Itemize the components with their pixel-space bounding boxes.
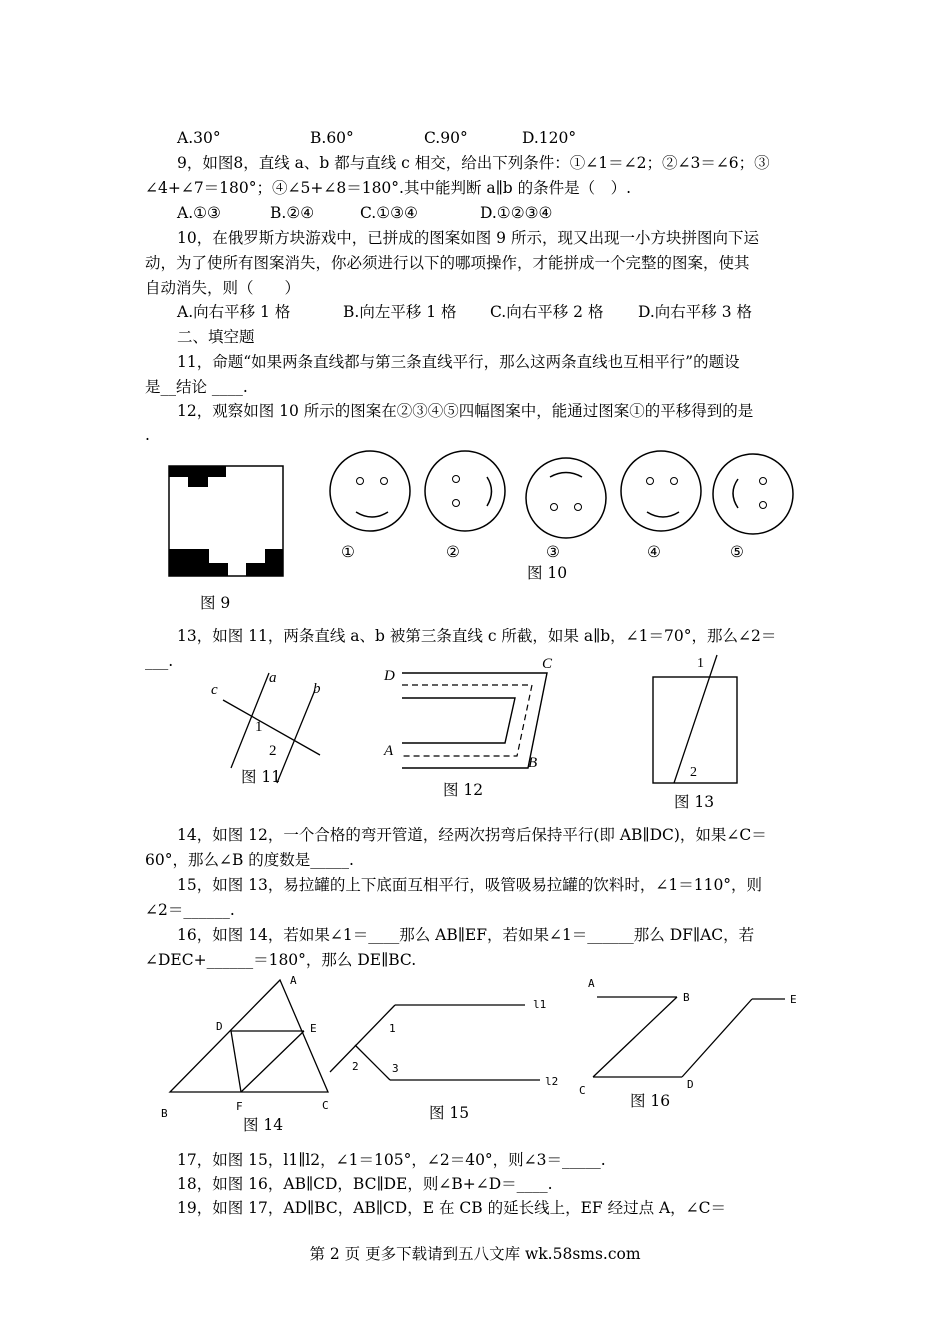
q14-line-1: 14，如图 12，一个合格的弯开管道，经两次拐弯后保持平行(即 AB∥DC)，如果∠C＝ bbox=[177, 826, 767, 844]
figure-10-label-1: ① bbox=[341, 543, 355, 561]
q10-option-a: A.向右平移 1 格 bbox=[177, 303, 291, 321]
figure-11-label-b: b bbox=[313, 681, 321, 697]
figure-15-label-1: 1 bbox=[389, 1022, 396, 1035]
q18-text: 18，如图 16，AB∥CD，BC∥DE，则∠B+∠D＝____. bbox=[177, 1175, 553, 1193]
face-5 bbox=[713, 454, 793, 534]
figure-11-label-a: a bbox=[269, 670, 277, 686]
figure-14-label-b: B bbox=[161, 1107, 168, 1117]
figure-10-label-5: ⑤ bbox=[730, 543, 744, 561]
q17-text: 17，如图 15，l1∥l2，∠1＝105°，∠2＝40°，则∠3＝_____. bbox=[177, 1151, 606, 1169]
figure-14-label-e: E bbox=[310, 1022, 317, 1035]
figure-12-label-a: A bbox=[384, 743, 394, 759]
page-footer: 第 2 页 更多下载请到五八文库 wk.58sms.com bbox=[309, 1245, 641, 1263]
q8-option-d: D.120° bbox=[522, 129, 577, 147]
q13-line-2: ___. bbox=[145, 652, 174, 670]
figure-14-label-d: D bbox=[216, 1020, 223, 1033]
q10-line-1: 10，在俄罗斯方块游戏中，已拼成的图案如图 9 所示，现又出现一小方块拼图向下运 bbox=[177, 229, 759, 247]
q19-text: 19，如图 17，AD∥BC，AB∥CD，E 在 CB 的延长线上，EF 经过点 A，∠C＝ bbox=[177, 1199, 727, 1217]
q15-line-2: ∠2＝______. bbox=[145, 901, 235, 919]
q9-option-b: B.②④ bbox=[270, 204, 315, 222]
face-1 bbox=[330, 451, 410, 531]
q10-line-3: 自动消失，则（ ） bbox=[145, 279, 301, 297]
q13-line-1: 13，如图 11，两条直线 a、b 被第三条直线 c 所截，如果 a∥b，∠1＝70°，那么∠2＝ bbox=[177, 627, 777, 645]
q11-line-1: 11，命题“如果两条直线都与第三条直线平行，那么这两条直线也互相平行”的题设 bbox=[177, 353, 740, 371]
figure-15-label-2: 2 bbox=[352, 1060, 359, 1073]
figure-14-caption: 图 14 bbox=[243, 1116, 284, 1134]
q10-option-d: D.向右平移 3 格 bbox=[638, 303, 753, 321]
figure-12-caption: 图 12 bbox=[443, 781, 484, 799]
q12-line-1: 12，观察如图 10 所示的图案在②③④⑤四幅图案中，能通过图案①的平移得到的是 bbox=[177, 402, 754, 420]
figure-9-tetris-pattern bbox=[168, 465, 284, 577]
q11-line-2: 是__结论 ____. bbox=[145, 378, 248, 396]
face-3 bbox=[526, 458, 606, 538]
figure-13-can bbox=[650, 652, 745, 787]
figure-12-pipe bbox=[380, 653, 560, 773]
figure-16-label-e: E bbox=[790, 993, 797, 1006]
q12-line-2: . bbox=[145, 426, 150, 444]
face-4 bbox=[621, 451, 701, 531]
figure-16-label-d: D bbox=[687, 1078, 694, 1091]
q9-option-a: A.①③ bbox=[177, 204, 221, 222]
q9-option-d: D.①②③④ bbox=[480, 204, 553, 222]
figure-16-caption: 图 16 bbox=[630, 1092, 671, 1110]
figure-10-caption: 图 10 bbox=[527, 564, 568, 582]
q10-line-2: 动，为了使所有图案消失，你必须进行以下的哪项操作，才能拼成一个完整的图案，使其 bbox=[145, 254, 750, 272]
figure-12-label-d: D bbox=[384, 668, 395, 684]
figure-15-lines bbox=[325, 990, 575, 1095]
figure-13-label-2: 2 bbox=[690, 765, 697, 780]
q14-line-2: 60°，那么∠B 的度数是_____. bbox=[145, 851, 354, 869]
figure-13-label-1: 1 bbox=[697, 656, 704, 671]
q9-option-c: C.①③④ bbox=[360, 204, 418, 222]
q9-line-1: 9，如图8，直线 a、b 都与直线 c 相交，给出下列条件：①∠1＝∠2；②∠3＝∠6；③ bbox=[177, 154, 770, 172]
figure-11-label-1: 1 bbox=[255, 719, 263, 735]
figure-9-caption: 图 9 bbox=[200, 594, 231, 612]
q9-line-2: ∠4+∠7＝180°；④∠5+∠8＝180°.其中能判断 a∥b 的条件是（ ）. bbox=[145, 179, 632, 197]
q8-option-c: C.90° bbox=[424, 129, 468, 147]
q8-option-b: B.60° bbox=[310, 129, 354, 147]
face-2 bbox=[425, 451, 505, 531]
q16-line-2: ∠DEC+______＝180°，那么 DE∥BC. bbox=[145, 951, 417, 969]
figure-14-triangle bbox=[158, 972, 338, 1117]
figure-16-parallelogram bbox=[575, 972, 805, 1097]
figure-13-caption: 图 13 bbox=[674, 793, 715, 811]
figure-14-label-a: A bbox=[290, 974, 297, 987]
figure-14-label-c: C bbox=[322, 1099, 329, 1112]
section-fill-in-title: 二、填空题 bbox=[177, 328, 255, 346]
figure-11-caption: 图 11 bbox=[241, 768, 282, 786]
figure-15-label-3: 3 bbox=[392, 1062, 399, 1075]
figure-14-label-f: F bbox=[236, 1100, 243, 1113]
figure-11-label-c: c bbox=[211, 682, 218, 698]
figure-15-caption: 图 15 bbox=[429, 1104, 470, 1122]
q10-option-b: B.向左平移 1 格 bbox=[343, 303, 457, 321]
figure-15-label-l1: l1 bbox=[533, 998, 547, 1011]
figure-16-label-b: B bbox=[683, 991, 690, 1004]
figure-15-label-l2: l2 bbox=[545, 1075, 559, 1088]
figure-16-label-a: A bbox=[588, 977, 595, 990]
q10-option-c: C.向右平移 2 格 bbox=[490, 303, 604, 321]
figure-12-label-c: C bbox=[542, 656, 553, 672]
figure-12-label-b: B bbox=[528, 755, 538, 771]
q8-option-a: A.30° bbox=[177, 129, 221, 147]
figure-10-label-2: ② bbox=[446, 543, 460, 561]
figure-10-label-4: ④ bbox=[647, 543, 661, 561]
q16-line-1: 16，如图 14，若如果∠1＝____那么 AB∥EF，若如果∠1＝______那么 DF∥AC，若 bbox=[177, 926, 755, 944]
figure-11-label-2: 2 bbox=[269, 743, 277, 759]
figure-16-label-c: C bbox=[579, 1084, 586, 1097]
q15-line-1: 15，如图 13，易拉罐的上下底面互相平行，吸管吸易拉罐的饮料时，∠1＝110°，则 bbox=[177, 876, 763, 894]
figure-10-label-3: ③ bbox=[546, 543, 560, 561]
